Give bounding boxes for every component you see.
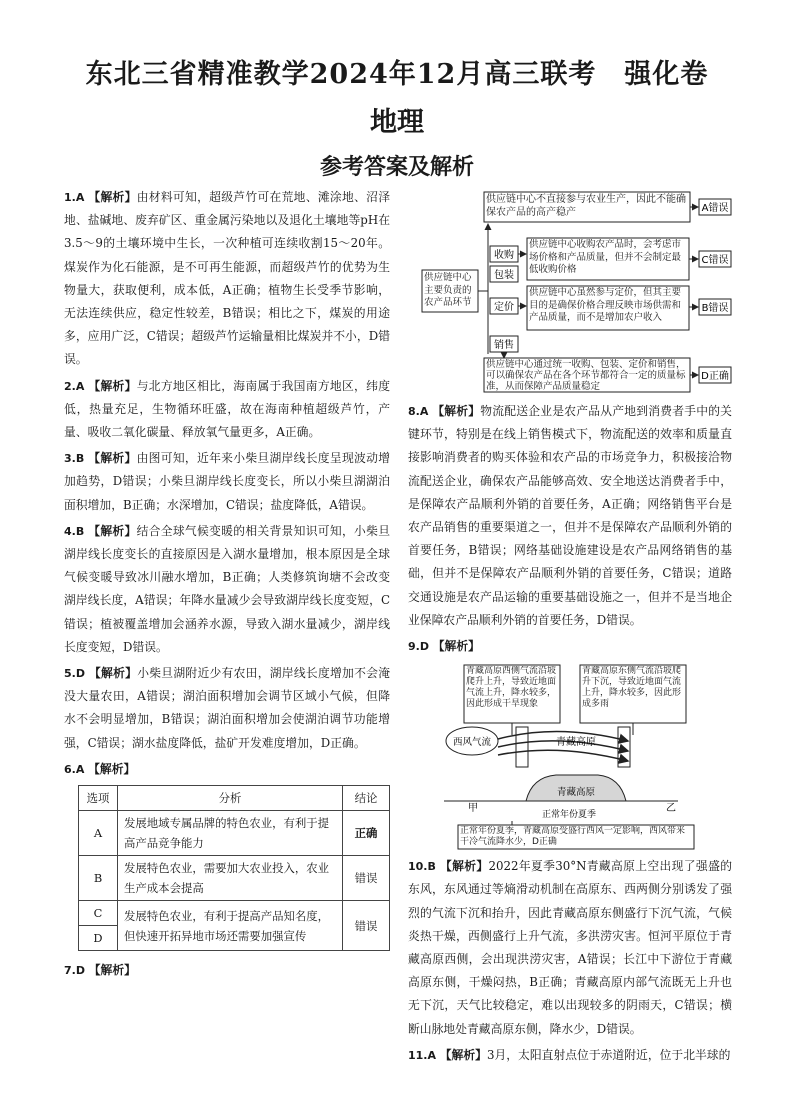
answer-text: 与北方地区相比，海南属于我国南方地区，纬度低，热量充足，生物循环旺盛，故在海南种植超级芦竹，产量、吸收二氧化碳量、释放氧气量更多，A正确。 [64,378,390,440]
table-cell-analysis: 发展特色农业，需要加大农业投入，农业生产成本会提高 [118,856,343,901]
analysis-tag: 【解析】 [88,963,136,978]
left-column [64,186,390,985]
diagram-text-west: 青藏高原西侧气流沿坡爬升上升，导致近地面气流上升，降水较多，因此形成干旱现象 [466,666,557,710]
answer-4 [64,520,390,659]
answer-number: 3.B [64,452,85,466]
answer-number: 6.A [64,762,85,776]
answer-text: 物流配送企业是农产品从产地到消费者手中的关键环节，特别是在线上销售模式下，物流配送的效率和质量直接影响消费者的购买体验和农产品的市场竞争力，积极接洽物流配送企业，确保农产品能够高效、安全地送达消费者手中，是保障农产品顺利外销的首要任务，A正确；网络销售平台是农产品销售的重要渠道之一，但并不是保障农产品顺利外销的首要任务，B错误；网络基础设施建设是农产品网络销售的基础，但并不是保障农产品顺利外销的首要任务，C错误；道路交通设施是农产品运输的重要基础设施之一，但并不是当地企业保障农产品顺利外销的首要任务，D错误。 [408,404,732,627]
analysis-tag: 【解析】 [88,451,137,466]
table-cell-option: D [79,926,118,951]
diagram-label-normal-year: 正常年份夏季 [542,810,597,821]
answer-number: 10.B [408,860,436,874]
flow-text-purchase: 供应链中心收购农产品时，会考虑市场价格和产品质量，但并不会制定最低收购价格 [529,239,682,275]
answer-8 [408,400,732,632]
answer-1 [64,186,390,372]
answer-text: 小柴旦湖附近少有农田，湖岸线长度增加不会淹没大量农田，A错误；湖泊面积增加会调节区域小气候，但降水不会明显增加，B错误；湖泊面积增加会使湖泊调节功能增强，C错误；湖水盐度降低，盐矿开发难度增加，D正确。 [64,666,390,750]
table-cell-analysis: 发展特色农业，有利于提高产品知名度，但快速开拓异地市场还需要加强宣传 [118,901,343,951]
table-cell-result: 正确 [343,811,390,856]
diagram-label-plateau: 青藏高原 [556,787,596,799]
answer-number: 5.D [64,667,85,681]
analysis-table [78,785,390,951]
answer-6 [64,758,390,781]
table-row [79,856,390,901]
table-cell-option: A [79,811,118,856]
table-cell-analysis: 发展地域专属品牌的特色农业，有利于提高产品竞争能力 [118,811,343,856]
diagram-label-westerly: 西风气流 [452,737,492,749]
answer-text: 由图可知，近年来小柴旦湖岸线长度呈现波动增加趋势，D错误；小柴旦湖岸线长度变长，所以小柴旦湖湖泊面积增加，B正确；水深增加，C错误；盐度降低，A错误。 [64,451,390,512]
answer-9 [408,635,732,658]
answer-2 [64,375,390,445]
tibet-airflow-diagram [408,661,732,851]
diagram-label-tibet-air: 青藏高原 [556,737,596,749]
table-header: 选项 [79,786,118,811]
analysis-tag: 【解析】 [88,666,138,681]
table-cell-result: 错误 [343,856,390,901]
analysis-tag: 【解析】 [439,859,489,874]
answer-number: 2.A [64,379,85,393]
answer-number: 11.A [408,1048,436,1062]
table-header-row [79,786,390,811]
table-cell-option: B [79,856,118,901]
answer-number: 4.B [64,524,85,538]
flow-text-bottom: 供应链中心通过统一收购、包装、定价和销售，可以确保农产品在各个环节都符合一定的质量标准，从而保障产品质量稳定 [486,359,686,391]
answer-11 [408,1044,732,1067]
answer-3 [64,447,390,517]
answer-text: 由材料可知，超级芦竹可在荒地、滩涂地、沼泽地、盐碱地、废弃矿区、重金属污染地以及退化土壤地等pH在3.5～9的土壤环境中生长，一次种植可连续收割15～20年。煤炭作为化石能源，是不可再生能源，而超级芦竹的优势为生物量大，获取便利，成本低，A正确；植物生长受季节影响，无法连续供应，稳定性较差，B错误；相比之下，煤炭的用途多，应用广泛，C错误；超级芦竹运输量相比煤炭并不小，D错误。 [64,190,390,367]
subject-title: 地理 [370,107,424,138]
analysis-tag: 【解析】 [432,639,480,654]
diagram-text-east: 青藏高原东侧气流沿坡爬升下沉，导致近地面气流上升，降水较多，因此形成多雨 [582,666,682,710]
flow-label-pack: 包装 [494,270,514,281]
flow-text-center: 供应链中心主要负责的农产品环节 [424,272,472,308]
table-header: 分析 [118,786,343,811]
table-row [79,901,390,926]
analysis-tag: 【解析】 [88,190,137,204]
flow-result-a: A错误 [701,203,729,214]
table-row [79,811,390,856]
answer-10 [408,855,732,1041]
answer-text: 结合全球气候变暖的相关背景知识可知，小柴旦湖岸线长度变长的直接原因是入湖水量增加，根本原因是全球气候变暖导致冰川融水增加，B正确；人类修筑询塘不会改变湖岸线长度，A错误；年降水量减少会导致湖岸线长度变短，C错误；植被覆盖增加会涵养水源，导致入湖水量减少，湖岸线长度变短，D错误。 [64,523,390,654]
flow-text-top: 供应链中心不直接参与农业生产，因此不能确保农产品的高产稳产 [486,194,686,218]
right-column [408,186,732,1070]
answer-number: 9.D [408,640,429,654]
diagram-label-jia: 甲 [468,803,478,815]
flow-label-purchase: 收购 [494,250,514,261]
flow-label-sell: 销售 [494,340,514,351]
table-header: 结论 [343,786,390,811]
flow-label-price: 定价 [494,302,514,313]
answer-subtitle: 参考答案及解析 [319,154,474,180]
diagram-label-yi: 乙 [666,803,676,815]
flow-result-b: B错误 [701,303,729,314]
answer-number: 1.A [64,191,85,204]
flow-text-price: 供应链中心虽然参与定价，但其主要目的是确保价格合理反映市场供需和产品质量，而不是增加农户收入 [529,287,682,323]
answer-5 [64,662,390,755]
answer-7 [64,959,390,982]
answer-number: 8.A [408,405,429,418]
answer-text: 3月，太阳直射点位于赤道附近，位于北半球的 [486,1047,731,1062]
answer-text: 2022年夏季30°N青藏高原上空出现了强盛的东风，东风通过等熵滑动机制在高原东、西两侧分别诱发了强烈的气流下沉和抬升，因此青藏高原东侧盛行下沉气流，气候炎热干燥，西侧盛行上升气流，多洪涝灾害。恒河平原位于青藏高原西侧，会出现洪涝灾害，A错误；长江中下游位于青藏高原东侧，干燥闷热，B正确；青藏高原内部气流既无上升也无下沉，天气比较稳定，难以出现较多的阴雨天，C错误；横断山脉地处青藏高原东侧，降水少，D错误。 [408,859,732,1036]
diagram-text-bottom: 正常年份夏季，青藏高原受盛行西风一定影响，西风带来干冷气流降水少，D正确 [460,826,686,848]
analysis-tag: 【解析】 [88,378,137,393]
table-cell-option: C [79,901,118,926]
analysis-tag: 【解析】 [439,1047,487,1062]
exam-title: 东北三省精准教学2024年12月高三联考 强化卷 [85,59,709,90]
flow-result-c: C错误 [701,255,729,266]
analysis-tag: 【解析】 [88,761,136,776]
analysis-tag: 【解析】 [88,523,137,538]
analysis-tag: 【解析】 [432,404,481,418]
flow-result-d: D正确 [701,371,729,382]
answer-number: 7.D [64,964,85,978]
supply-chain-flowchart [408,186,732,396]
table-cell-result: 错误 [343,901,390,951]
